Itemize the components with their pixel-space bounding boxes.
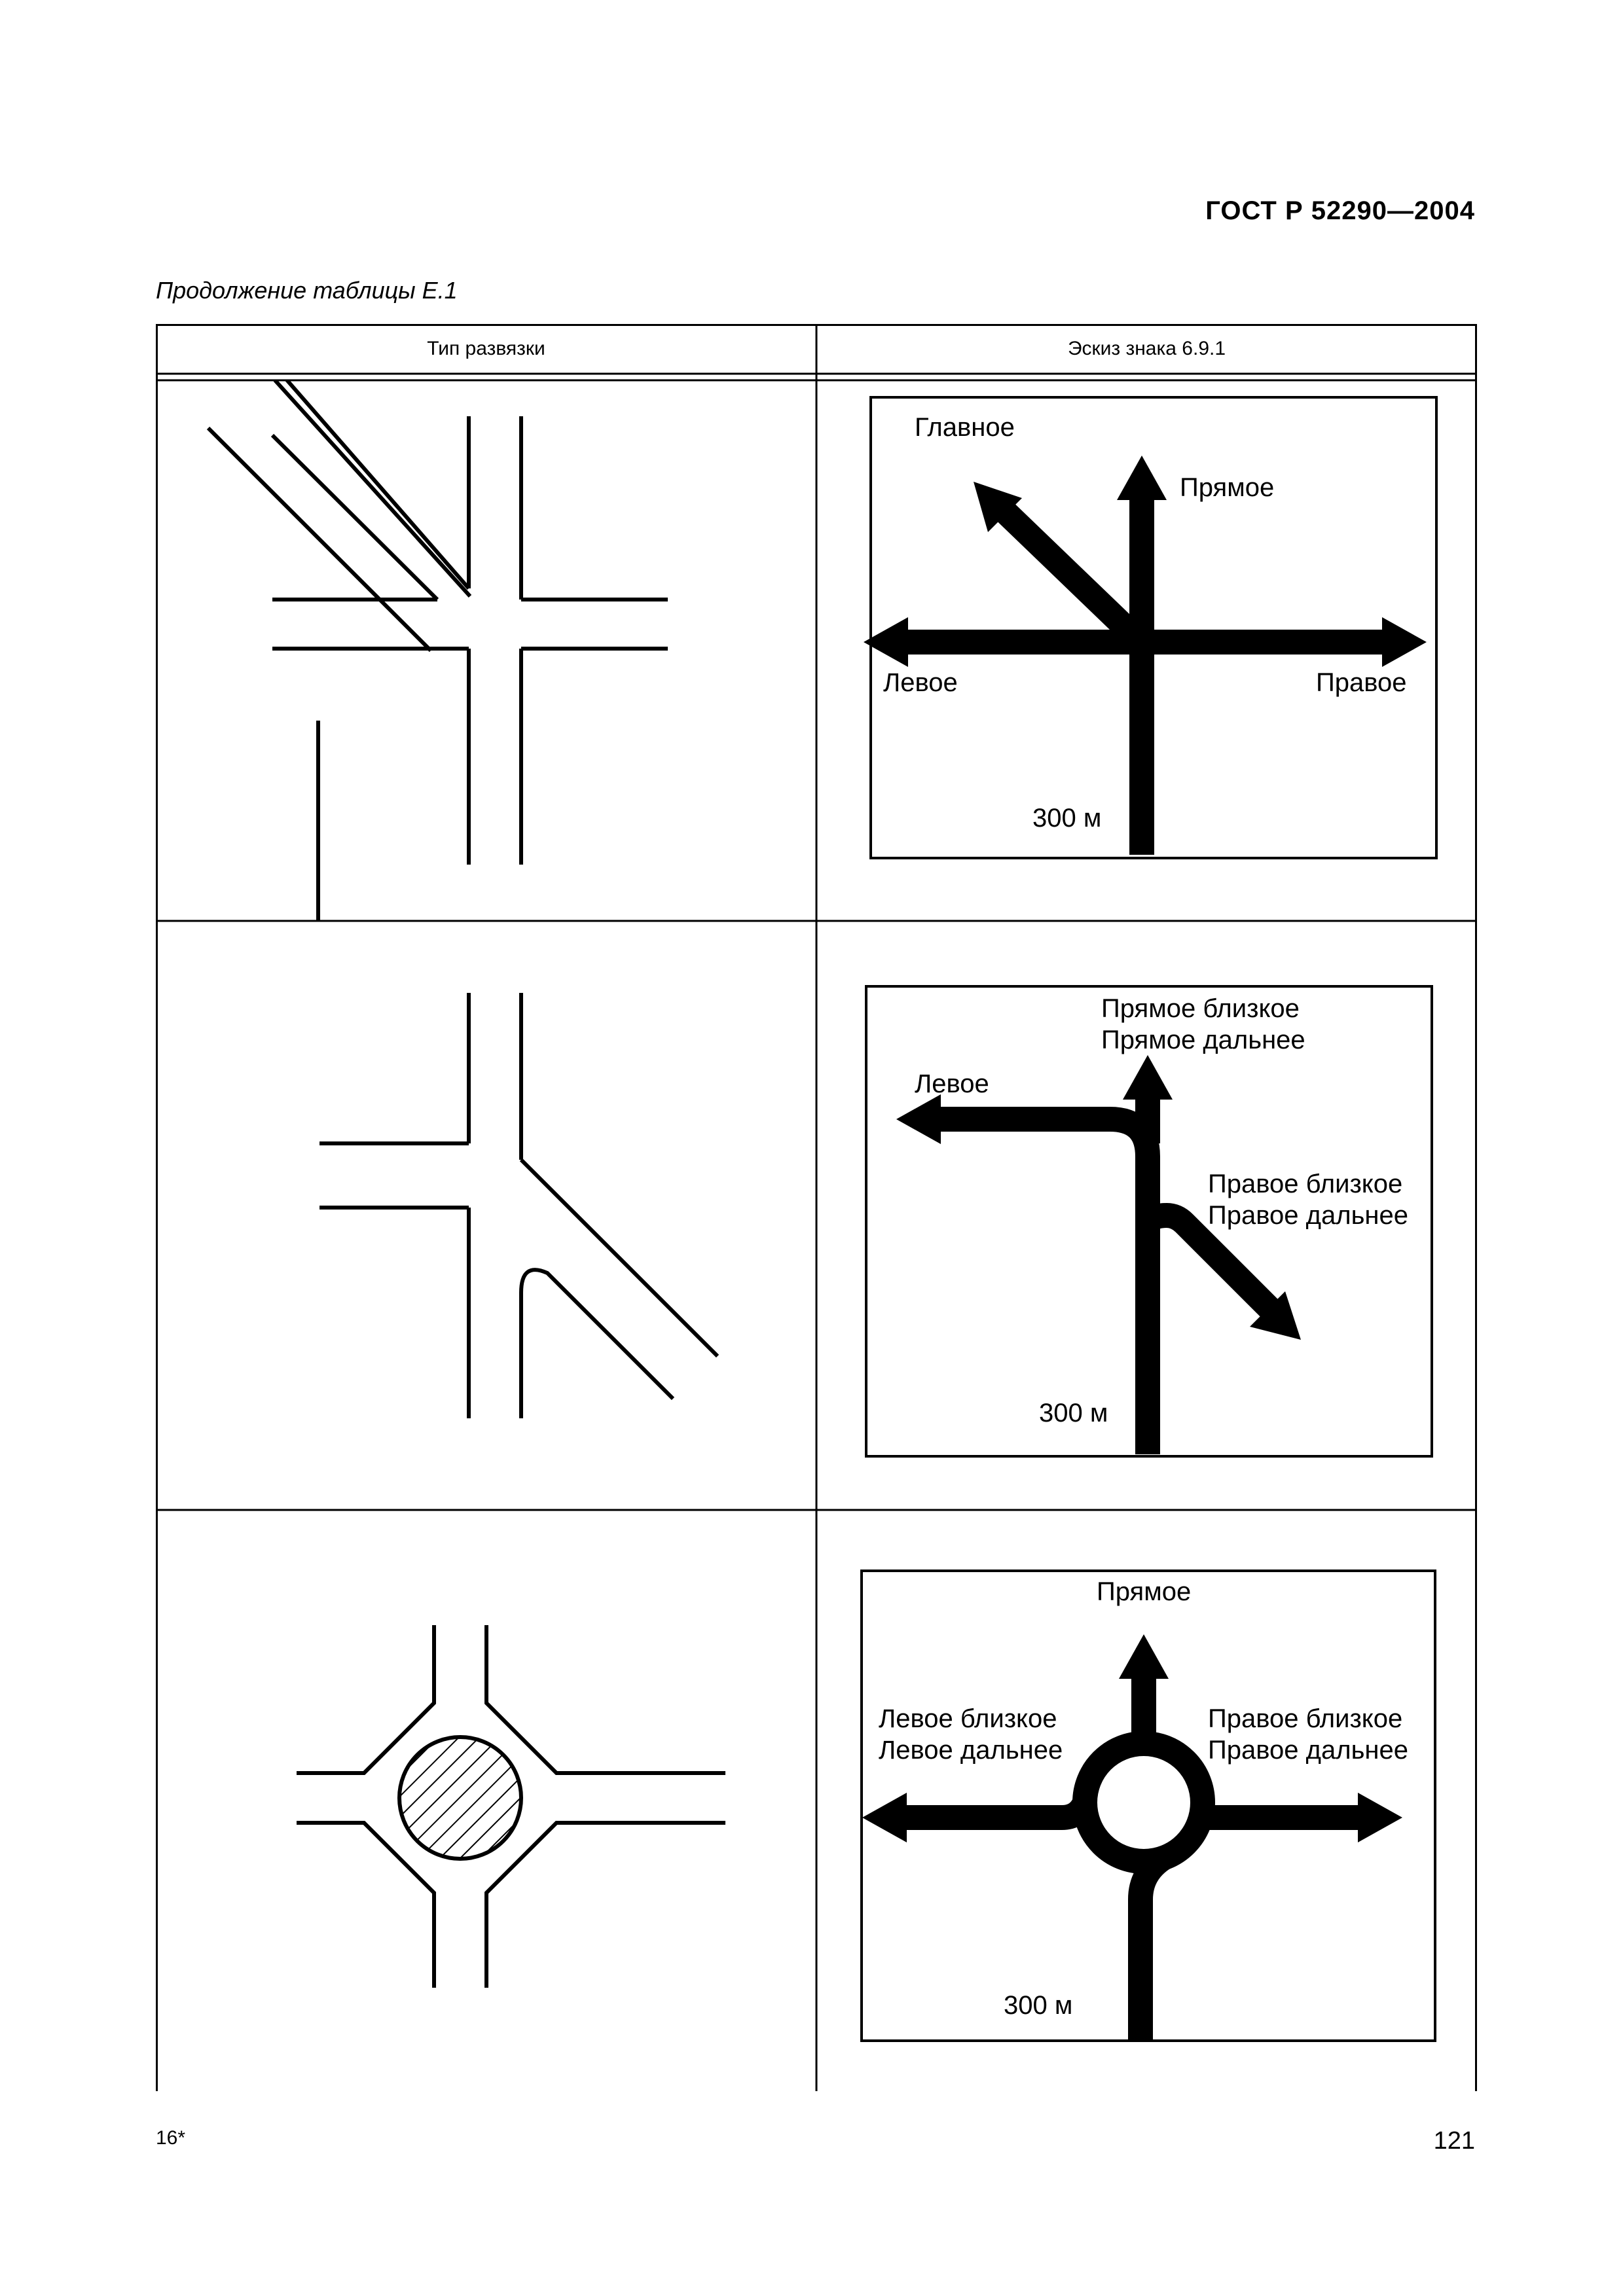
label-right-near: Правое близкое [1208, 1704, 1403, 1733]
label-distance: 300 м [1004, 1991, 1073, 2020]
label-right: Правое [1316, 668, 1407, 697]
label-right-far: Правое дальнее [1208, 1201, 1408, 1230]
scheme-line [297, 1823, 434, 1988]
row2-sign-sketch [816, 921, 1477, 1510]
scheme-line [521, 1160, 718, 1356]
column-header-interchange-type: Тип развязки [427, 338, 545, 359]
arrow-right-shaft [1142, 642, 1383, 655]
row3-interchange-scheme [156, 1510, 816, 2091]
row3-sign-sketch [816, 1510, 1477, 2091]
label-straight: Прямое [1097, 1577, 1192, 1606]
row1-sign-sketch [816, 380, 1477, 921]
label-left-near: Левое близкое [879, 1704, 1057, 1733]
column-header-sign-sketch: Эскиз знака 6.9.1 [1067, 338, 1226, 359]
label-main: Главное [915, 413, 1015, 442]
scheme-line [285, 380, 469, 588]
label-straight: Прямое [1180, 473, 1275, 502]
label-left: Левое [883, 668, 958, 697]
label-distance: 300 м [1032, 804, 1102, 833]
scheme-line [486, 1823, 725, 1988]
label-left-far: Левое дальнее [879, 1736, 1063, 1765]
label-distance: 300 м [1039, 1399, 1108, 1427]
scheme-line [486, 1625, 725, 1773]
scheme-line [297, 1625, 434, 1773]
row2-interchange-scheme [156, 921, 816, 1510]
row1-interchange-roads [156, 380, 816, 921]
standard-number: ГОСТ Р 52290—2004 [1205, 196, 1475, 225]
label-straight-near: Прямое близкое [1101, 994, 1300, 1023]
interchange-table [156, 324, 1477, 2091]
sheet-mark: 16* [156, 2127, 186, 2149]
label-left: Левое [915, 1069, 989, 1098]
label-right-far: Правое дальнее [1208, 1736, 1408, 1765]
label-straight-far: Прямое дальнее [1101, 1026, 1305, 1054]
label-right-near: Правое близкое [1208, 1170, 1403, 1198]
roundabout-island [399, 1737, 521, 1859]
page-number: 121 [1433, 2127, 1475, 2155]
table-caption: Продолжение таблицы Е.1 [156, 277, 458, 304]
scheme-line [521, 1270, 673, 1418]
